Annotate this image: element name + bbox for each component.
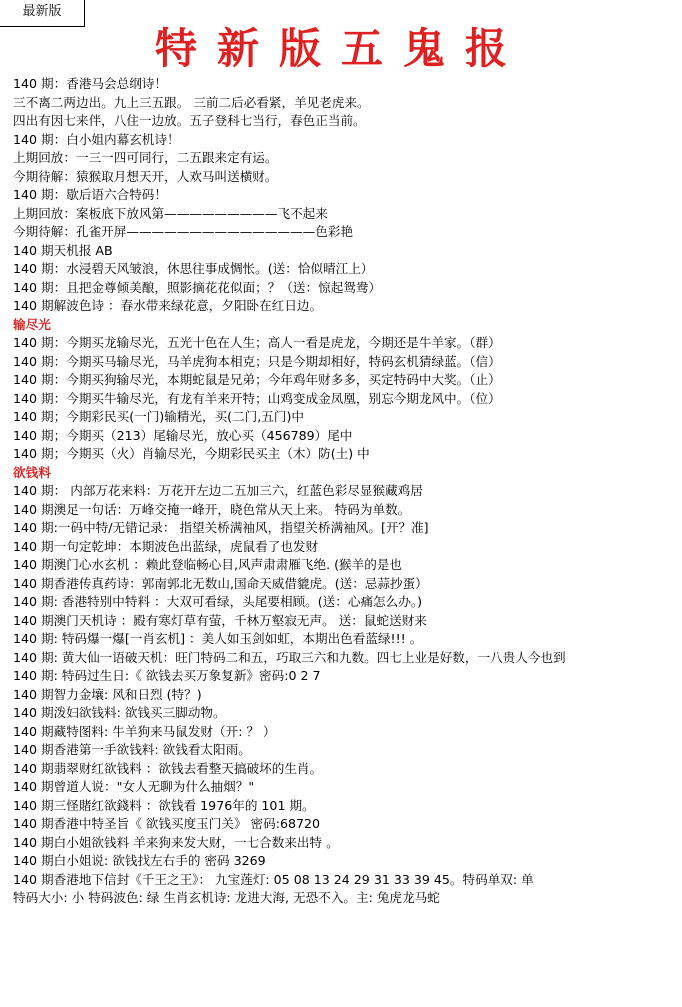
- text-line: 四出有因七来伴，八住一边放。五子登科七当行，春色正当前。: [13, 113, 366, 128]
- text-line: 上期回放：案板底下放风第—————————飞不起来: [13, 205, 328, 221]
- text-line: 140 期：白小姐内幕玄机诗！: [13, 131, 180, 147]
- text-line: 140 期香港传真药诗：郭南郭北无数山,国命天威借貔虎。(送：忌蒜抄蛋）: [13, 575, 428, 591]
- text-line: 140 期：今期买马输尽光，马羊虎狗本相克；只是今期却相好，特码玄机猜绿蓝。（信）: [13, 353, 501, 369]
- text-line: 140 期；今期彩民买(一门)输精光，买(二门,五门)中: [13, 409, 304, 424]
- edition-tag: 最新版: [0, 0, 85, 27]
- text-line: 140 期：且把金尊倾美酿，照影摘花花似面；？（送：惊起鸳鸯）: [13, 279, 382, 295]
- text-line: 三不离二两边出。九上三五跟。 三前二后必看紧，羊见老虎来。: [13, 94, 370, 110]
- text-line: 140 期：香港马会总纲诗！: [13, 76, 167, 91]
- text-line: 140 期泼妇欲钱料: 欲钱买三脚动物。: [13, 705, 226, 720]
- text-line: 上期回放：一三一四可同行，二五跟来定有运。: [13, 150, 278, 165]
- text-line: 140 期澳足一句话：万峰交掩一峰开，晓色常从天上来。 特码为单数。: [13, 501, 411, 517]
- section-heading: 欲钱料: [13, 464, 51, 480]
- text-line: 140 期翡翠财红欲钱料 ：欲钱去看整天搞破坏的生肖。: [13, 760, 323, 776]
- text-line: 140 期： 内部万花来料：万花开左边二五加三六，红蓝色彩尽显猴藏鸡居: [13, 483, 423, 498]
- text-line: 今期待解：猿猴取月想天开，人欢马叫送横财。: [13, 168, 278, 184]
- text-line: 140 期：今期买狗输尽光，本期蛇鼠是兄弟；今年鸡年财多多，买定特码中大奖。（止）: [13, 372, 501, 387]
- text-line: 140 期曾道人说："女人无聊为什么抽烟？": [13, 779, 255, 794]
- text-line: 140 期香港第一手欲钱料: 欲钱看太阳雨。: [13, 742, 251, 757]
- text-line: 140 期藏特图料: 牛羊狗来马鼠发财（开: ？ ）: [13, 723, 276, 739]
- text-line: 140 期智力金壤: 风和日烈 (特？): [13, 686, 202, 702]
- text-line: 140 期：今期买龙输尽光，五光十色在人生；高人一看是虎龙，今期还是牛羊家。（群）: [13, 335, 501, 350]
- text-line: 140 期；今期买（213）尾输尽光，放心买（456789）尾中: [13, 427, 353, 443]
- text-line: 140 期白小姐欲钱料 羊来狗来发大财，一七合数来出特 。: [13, 834, 339, 850]
- section-heading: 输尽光: [13, 316, 51, 332]
- text-line: 140 期香港中特圣旨《 欲钱买度玉门关》 密码:68720: [13, 816, 321, 831]
- text-line: 140 期；今期买（火）肖输尽光，今期彩民买主（木）防(土) 中: [13, 446, 370, 461]
- content-body: [13, 75, 677, 908]
- text-line: 140 期三怪賭红欲錢料 ：欲钱看 1976年的 101 期。: [13, 797, 315, 813]
- text-line: 140 期天机报 AB: [13, 242, 113, 258]
- text-line: 140 期一句定乾坤：本期波色出蓝绿，虎鼠看了也发财: [13, 538, 319, 554]
- text-line: 140 期: 香港特别中特料 ：大双可看绿，头尾要相顾。(送：心痛怎么办。): [13, 594, 423, 609]
- page-title: 特新版五鬼报: [154, 24, 527, 73]
- text-line: 140 期: 特码爆一爆[一肖玄机] ：美人如玉剑如虹，本期出色看蓝绿!!! 。: [13, 631, 423, 646]
- text-line: 140 期：今期买牛输尽光，有龙有羊来开特；山鸡变成金凤凰，别忘今期龙风中。（位）: [13, 390, 501, 406]
- text-line: 140 期解波色诗 ：春水带来绿花意，夕阳卧在红日边。: [13, 298, 323, 313]
- text-line: 140 期:一码中特/无错记录： 指望关桥满袖风，指望关桥满袖风。[开？准]: [13, 520, 429, 535]
- text-line: 140 期：歇后语六合特码！: [13, 187, 167, 202]
- text-line: 今期待解：孔雀开屏———————————————色彩艳: [13, 224, 354, 239]
- text-line: 140 期: 黄大仙一语破天机：旺门特码二和五，巧取三六和九数。四七上业是好数，一八贵人今也到: [13, 649, 566, 665]
- text-line: 140 期: 特码过生日:《 欲钱去买万象复新》密码:0 2 7: [13, 668, 321, 683]
- text-line: 140 期澳门天机诗 ：殿有寒灯草有萤，千林万壑寂无声。 送：鼠蛇送财来: [13, 612, 427, 628]
- text-line: 140 期：水浸碧天风皱浪，休思往事成惆怅。(送：恰似晴江上）: [13, 261, 374, 276]
- text-line: 140 期香港地下信封《千王之王》： 九宝莲灯: 05 08 13 24 29 31 33 39 45。特码单双: 单: [13, 871, 534, 887]
- text-line: 特码大小: 小 特码波色: 绿 生肖玄机诗: 龙进大海, 无恐不入。主: 兔虎龙马蛇: [13, 890, 440, 905]
- text-line: 140 期澳门心水玄机 ：赖此登临畅心目,风声肃肃雁飞绝. (猴羊的是也: [13, 557, 402, 572]
- text-line: 140 期白小姐说: 欲钱找左右手的 密码 3269: [13, 853, 266, 868]
